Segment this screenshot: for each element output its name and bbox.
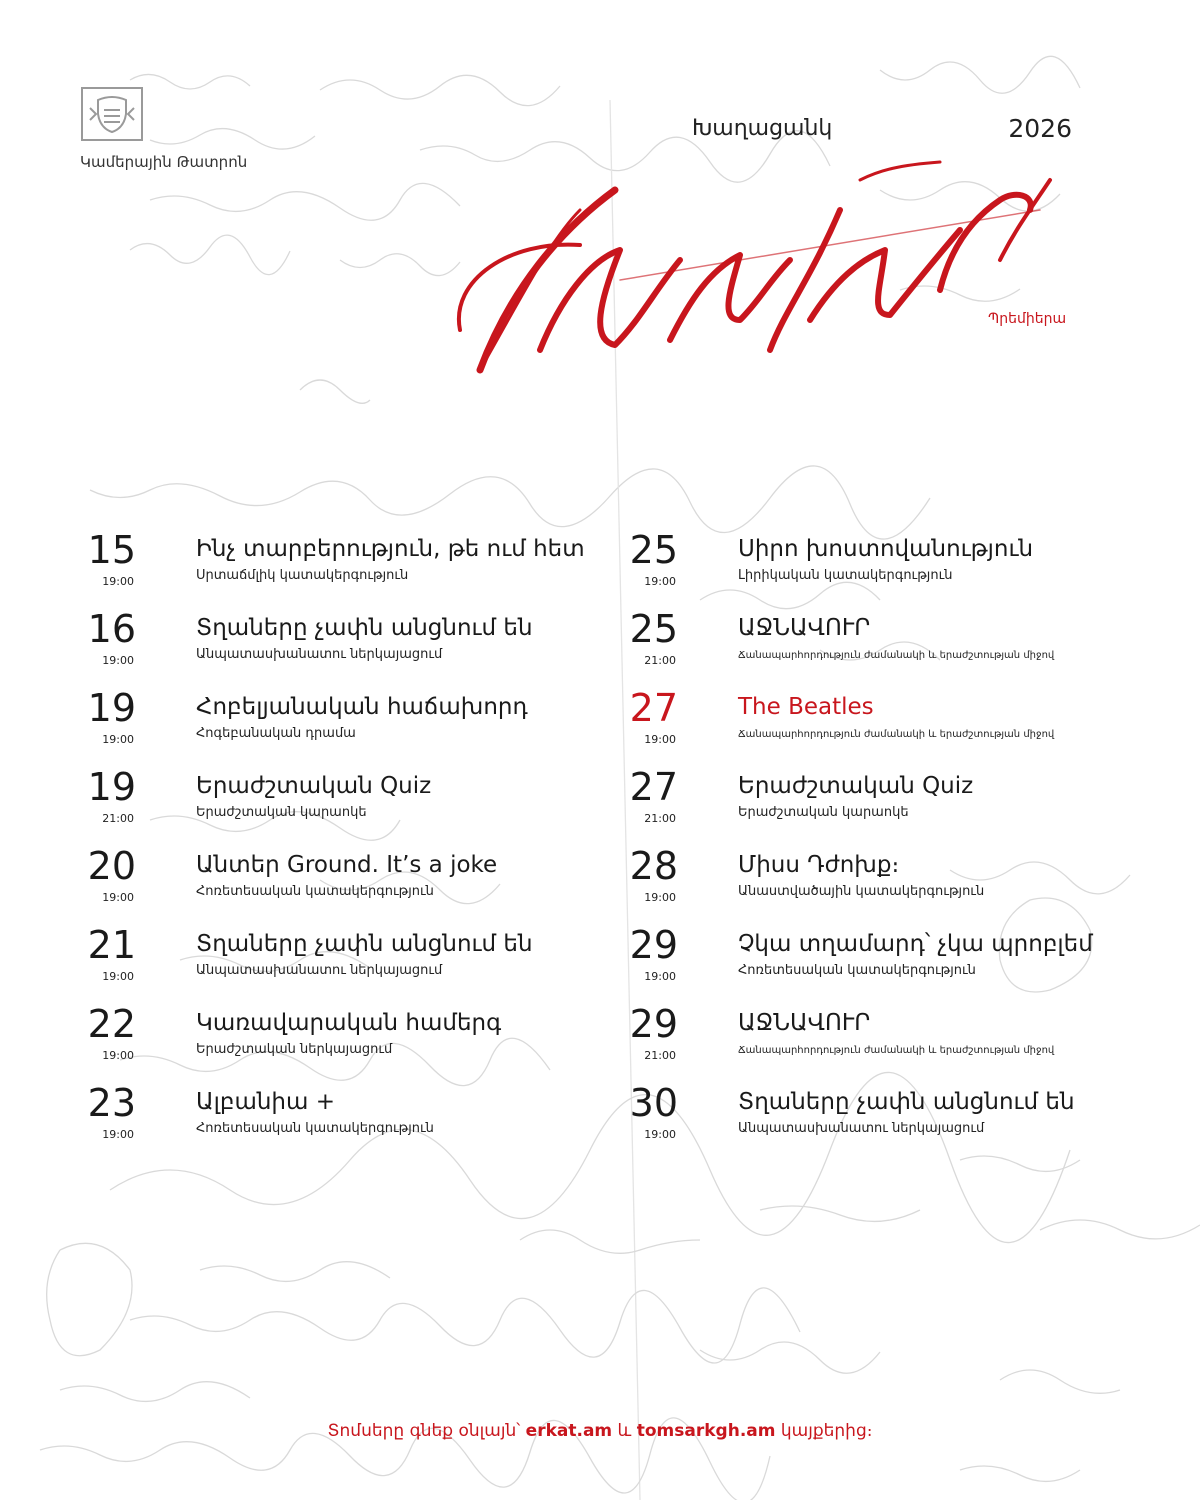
event-time: 19:00 — [102, 1049, 134, 1062]
event-row — [620, 765, 1160, 844]
event-time: 21:00 — [644, 654, 676, 667]
event-title: Ինչ տարբերություն, թե ում հետ — [196, 536, 585, 562]
event-genre: Անաստվածային կատակերգություն — [738, 884, 985, 899]
event-title: Տղաները չափն անցնում են — [196, 615, 533, 641]
event-title: Անտեր Ground. It’s a joke — [196, 852, 498, 878]
event-row — [78, 923, 618, 1002]
ticket-info-middle: և — [612, 1421, 637, 1441]
event-row — [620, 1002, 1160, 1081]
event-day: 19 — [87, 686, 136, 730]
schedule-column-right — [620, 528, 1160, 1160]
event-row — [620, 607, 1160, 686]
event-day: 27 — [629, 686, 678, 730]
event-title: Չկա տղամարդ՝ չկա պրոբլեմ — [738, 931, 1093, 957]
event-genre: Հոռետեսական կատակերգություն — [196, 1121, 434, 1136]
event-genre: Սրտաճմլիկ կատակերգություն — [196, 568, 409, 583]
event-title: Տղաները չափն անցնում են — [196, 931, 533, 957]
event-title: ԱՋՆԱՎՈՒՐ — [738, 615, 871, 641]
event-genre: Երաժշտական կարաոկե — [738, 805, 909, 820]
event-row — [620, 528, 1160, 607]
event-genre: Անպատասխանատու ներկայացում — [196, 963, 443, 978]
event-title: ԱՋՆԱՎՈՒՐ — [738, 1010, 871, 1036]
event-row — [78, 607, 618, 686]
event-time: 21:00 — [644, 812, 676, 825]
event-row — [620, 923, 1160, 1002]
event-row — [78, 844, 618, 923]
event-time: 19:00 — [102, 733, 134, 746]
premiere-label: Պրեմիերա — [988, 311, 1067, 327]
schedule-column-left — [78, 528, 618, 1160]
event-row — [78, 1002, 618, 1081]
event-time: 19:00 — [102, 575, 134, 588]
event-time: 21:00 — [102, 812, 134, 825]
year: 2026 — [1008, 114, 1072, 143]
ticket-info-suffix: կայքերից։ — [775, 1421, 873, 1441]
event-title: Կառավարական համերգ — [196, 1010, 502, 1036]
event-time: 19:00 — [644, 733, 676, 746]
event-day: 20 — [87, 844, 136, 888]
event-time: 19:00 — [644, 575, 676, 588]
event-time: 19:00 — [102, 1128, 134, 1141]
event-time: 19:00 — [644, 891, 676, 904]
event-title: Հոբելյանական հաճախորդ — [196, 694, 528, 720]
month-title — [440, 135, 1060, 390]
event-time: 19:00 — [102, 970, 134, 983]
brand-name: Կամերային Թատրոն — [80, 153, 248, 171]
event-row — [620, 1081, 1160, 1160]
event-title: Տղաները չափն անցնում են — [738, 1089, 1075, 1115]
event-genre: Ճանապարհորդություն ժամանակի և երաժշտության միջով — [738, 650, 1055, 661]
event-day: 16 — [87, 607, 136, 651]
event-genre: Լիրիկական կատակերգություն — [738, 568, 953, 583]
month-title-text: Սեպտեմբեր — [440, 135, 544, 154]
event-genre: Անպատասխանատու ներկայացում — [196, 647, 443, 662]
event-day: 28 — [629, 844, 678, 888]
event-row — [78, 765, 618, 844]
site-link-tomsarkgh[interactable]: tomsarkgh.am — [636, 1421, 776, 1441]
event-title: Ալբանիա + — [196, 1089, 335, 1115]
event-genre: Ճանապարհորդություն ժամանակի և երաժշտության միջով — [738, 1045, 1055, 1056]
event-row — [620, 844, 1160, 923]
event-time: 19:00 — [102, 654, 134, 667]
event-genre: Ճանապարհորդություն ժամանակի և երաժշտության միջով — [738, 729, 1055, 740]
event-genre: Հոռետեսական կատակերգություն — [738, 963, 976, 978]
event-genre: Հոգեբանական դրամա — [196, 726, 356, 741]
event-title: Երաժշտական Quiz — [196, 773, 432, 799]
event-day: 29 — [629, 923, 678, 967]
event-day: 23 — [87, 1081, 136, 1125]
event-row — [78, 1081, 618, 1160]
event-title: Երաժշտական Quiz — [738, 773, 974, 799]
event-day: 25 — [629, 607, 678, 651]
site-link-erkat[interactable]: erkat.am — [525, 1421, 613, 1441]
event-genre: Երաժշտական ներկայացում — [196, 1042, 393, 1057]
ticket-info-prefix: Տոմսերը գնեք օնլայն՝ — [327, 1421, 526, 1441]
event-row-highlighted — [620, 686, 1160, 765]
event-day: 27 — [629, 765, 678, 809]
event-day: 22 — [87, 1002, 136, 1046]
event-time: 19:00 — [102, 891, 134, 904]
event-row — [78, 528, 618, 607]
event-day: 15 — [87, 528, 136, 572]
event-time: 21:00 — [644, 1049, 676, 1062]
mask-box-icon — [80, 86, 144, 142]
event-title: The Beatles — [738, 694, 874, 720]
event-genre: Երաժշտական կարաոկե — [196, 805, 367, 820]
event-genre: Հոռետեսական կատակերգություն — [196, 884, 434, 899]
event-title: Սիրո խոստովանություն — [738, 536, 1034, 562]
event-day: 29 — [629, 1002, 678, 1046]
event-time: 19:00 — [644, 970, 676, 983]
event-time: 19:00 — [644, 1128, 676, 1141]
calendar-label: Խաղացանկ — [692, 116, 833, 141]
event-row — [78, 686, 618, 765]
event-title: Միսս Դժոխք։ — [738, 852, 900, 878]
event-day: 30 — [629, 1081, 678, 1125]
event-day: 19 — [87, 765, 136, 809]
event-day: 21 — [87, 923, 136, 967]
ticket-info — [0, 1421, 1200, 1441]
event-day: 25 — [629, 528, 678, 572]
event-genre: Անպատասխանատու ներկայացում — [738, 1121, 985, 1136]
